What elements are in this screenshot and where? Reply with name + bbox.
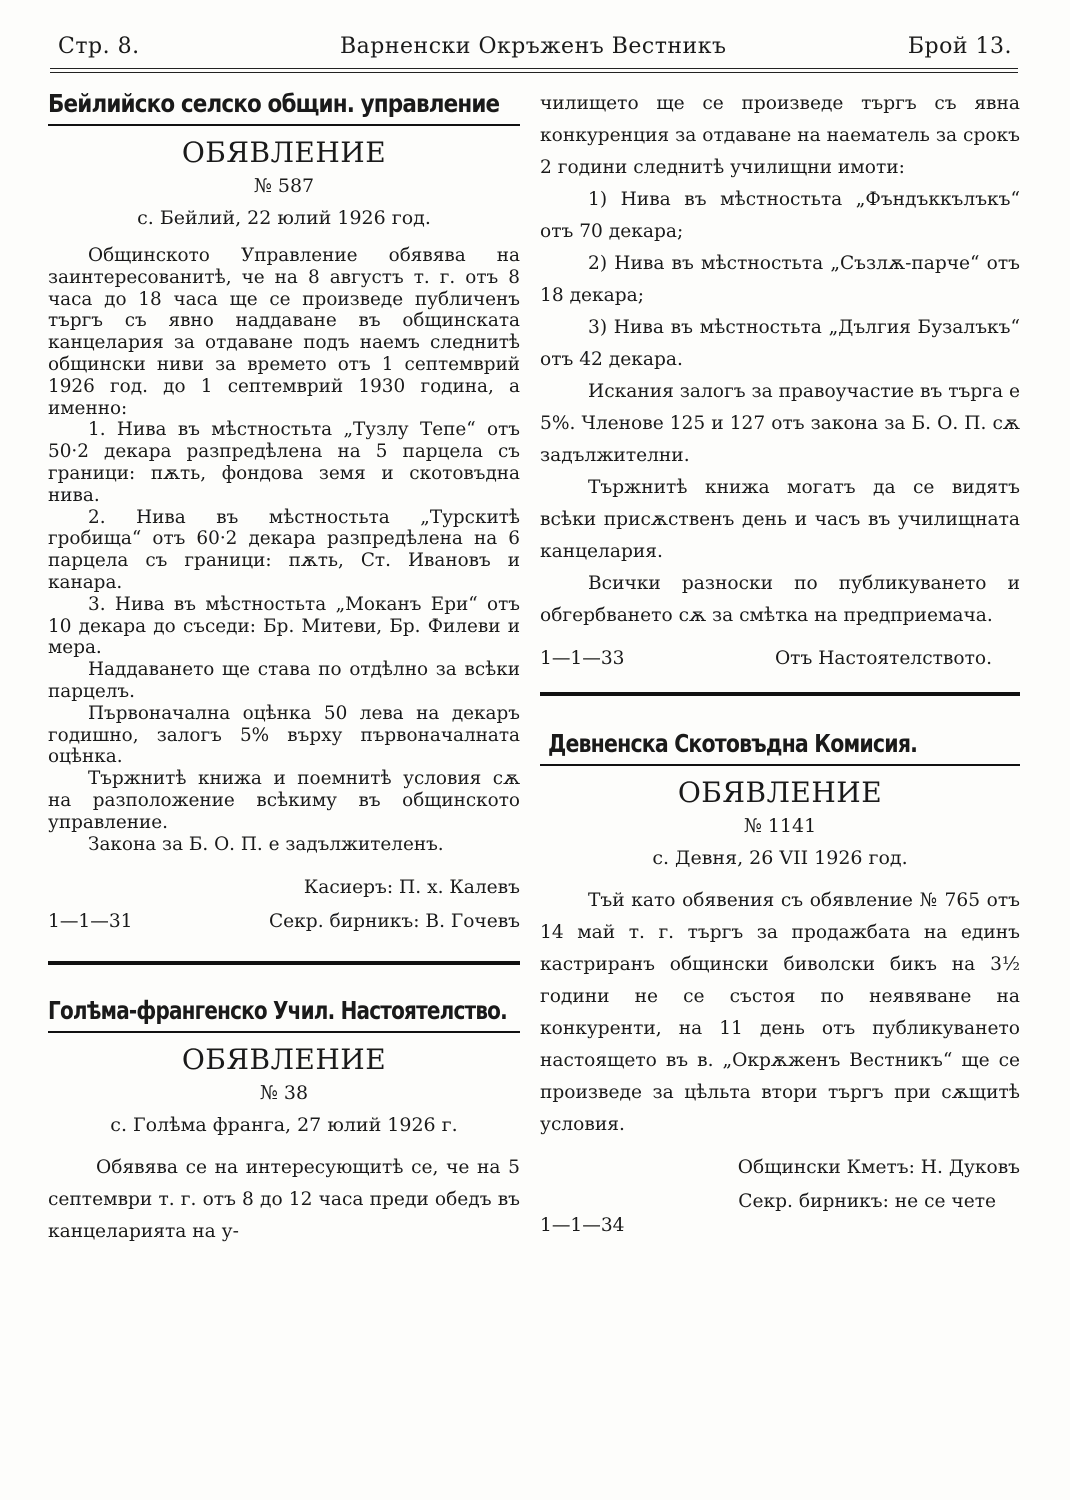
signature: Секр. бирникъ: не се чете [738, 1191, 996, 1212]
reference-code: 1—1—31 [48, 911, 133, 933]
notice-heading: ОБЯВЛЕНИЕ [181, 136, 387, 169]
notice-beyliy [48, 88, 520, 941]
notice-body [48, 1152, 520, 1248]
issue-number: Брой 13. [907, 34, 1012, 59]
title-rule [540, 764, 1020, 766]
list-item: 1) Нива въ мѣстностьта „Фъндъккълъкъ“ отъ 70 декара; [540, 189, 1020, 242]
signature: Секр. бирникъ: В. Гочевъ [268, 911, 520, 933]
paragraph: Тържнитѣ книжа могатъ да се видятъ всѣки присѫственъ день и часъ въ училищната канцелария. [540, 477, 1020, 562]
reference-code: 1—1—33 [540, 648, 625, 669]
section-title: Голѣма-франгенско Учил. Настоятелство. [48, 996, 507, 1026]
section-divider [48, 961, 520, 965]
section-title: Девненска Скотовъдна Комисия. [548, 729, 918, 758]
paragraph: Наддаването ще става по отдѣлно за всѣки парцелъ. [48, 659, 520, 702]
paragraph: 2. Нива въ мѣстностьта „Турскитѣ гробища“ отъ 60·2 декара разпредѣлена на 6 парцела съ граници: пѫть, Ст. Ивановъ и канара. [48, 506, 520, 593]
paragraph: Тъй като обявения съ обявление № 765 отъ 14 май т. г. търгъ за продажбата на единъ кастриранъ общински биволски бикъ на 3½ години не се състоя по неявяване на конкуренти, на 11 день отъ публикуването настоящето въ в. „Окрѫженъ Вестникъ“ ще се произведе за цѣльта втори търгъ при сѫщитѣ условия. [540, 890, 1020, 1135]
signature: Касиеръ: П. х. Калевъ [303, 877, 520, 899]
left-column [48, 88, 520, 1248]
header-rule-bottom [50, 72, 1018, 73]
notice-heading: ОБЯВЛЕНИЕ [181, 1043, 387, 1077]
signature-line [540, 1157, 1020, 1187]
page-number: Стр. 8. [58, 34, 140, 59]
newspaper-title: Варненски Окръженъ Вестникъ [340, 34, 727, 59]
paragraph: Обявява се на интересующитѣ се, че на 5 септември т. г. отъ 8 до 12 часа преди обедъ въ канцеларията на у- [48, 1157, 520, 1243]
header-rule-top [50, 68, 1018, 69]
paragraph: Първоначална оцѣнка 50 лева на декаръ годишно, залогъ 5% върху първоначалната оцѣнка. [48, 702, 520, 768]
paragraph: 3. Нива въ мѣстностьта „Моканъ Ери“ отъ 10 декара до съседи: Бр. Митеви, Бр. Филеви и мера. [48, 593, 520, 659]
title-rule [48, 124, 520, 126]
notice-body [540, 885, 1020, 1141]
list-item: 3) Нива въ мѣстностьта „Дългия Бузалъкъ“ отъ 42 декара. [540, 317, 1020, 370]
right-column [540, 88, 1020, 1245]
notice-golema-continued [540, 88, 1020, 632]
notice-devnya [540, 728, 1020, 1245]
notice-date: с. Девня, 26 VII 1926 год. [652, 847, 908, 869]
paragraph: 1. Нива въ мѣстностьта „Тузлу Тепе“ отъ 50·2 декара разпредѣлена на 5 парцела съ граници: пѫть, фондова земя и скотовъдна нива. [48, 419, 520, 506]
notice-number: № 1141 [743, 815, 817, 837]
paragraph: Всички разноски по публикуването и обгербването сѫ за смѣтка на предприемача. [540, 573, 1020, 626]
section-divider [540, 692, 1020, 696]
paragraph: чилището ще се произведе търгъ съ явна конкуренция за отдаване на наематель за срокъ 2 години следнитѣ училищни имоти: [540, 93, 1020, 178]
signature-line [48, 911, 520, 941]
paragraph: Закона за Б. О. П. е задължителенъ. [88, 833, 444, 855]
notice-body [48, 245, 520, 855]
signature-line [48, 877, 520, 907]
running-header [50, 30, 1018, 70]
notice-number: № 587 [253, 175, 315, 197]
signature-line [540, 1215, 1020, 1245]
paragraph: Тържнитѣ книжа и поемнитѣ условия сѫ на разположение всѣкиму въ общинското управление. [48, 768, 520, 833]
signature: Общински Кметъ: Н. Дуковъ [737, 1157, 1020, 1178]
notice-golema [48, 995, 520, 1248]
signature: Отъ Настоятелството. [774, 648, 992, 669]
section-title: Бейлийско селско общин. управление [48, 89, 500, 118]
notice-date: с. Голѣма франга, 27 юлий 1926 г. [110, 1114, 458, 1137]
reference-code: 1—1—34 [540, 1215, 625, 1236]
paragraph: Общинското Управление обявява на заинтересованитѣ, че на 8 августъ т. г. отъ 8 часа до 18 часа ще се произведе публиченъ търгъ съ явно наддаване въ общинската канцелария за отдаване подъ наемъ следнитѣ общински ниви за времето отъ 1 септемврий 1926 год. до 1 септемврий 1930 година, а именно: [48, 245, 520, 419]
notice-date: с. Бейлий, 22 юлий 1926 год. [137, 207, 431, 229]
title-rule [48, 1031, 520, 1033]
notice-number: № 38 [259, 1082, 309, 1105]
list-item: 2) Нива въ мѣстностьта „Съзлѫ-парче“ отъ 18 декара; [540, 253, 1020, 306]
signature-line [540, 648, 1020, 678]
notice-heading: ОБЯВЛЕНИЕ [677, 776, 883, 809]
paragraph: Искания залогъ за правоучастие въ търга е 5%. Членове 125 и 127 отъ закона за Б. О. П. сѫ задължителни. [540, 381, 1020, 466]
